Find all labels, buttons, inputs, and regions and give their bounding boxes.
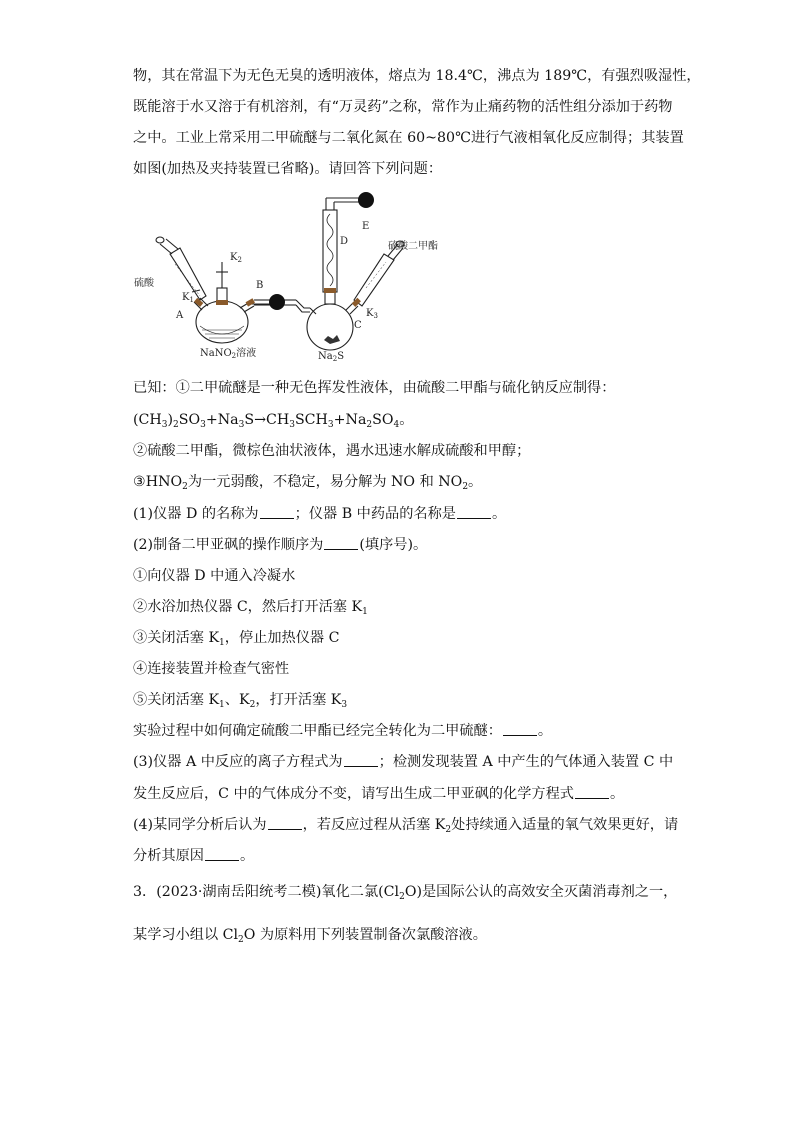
- label-k3: $K_3$: [366, 308, 378, 320]
- label-a: A: [176, 310, 184, 321]
- intro-line-3: 之中。工业上常采用二甲硫醚与二氧化氮在 60~80℃进行气液相氧化反应制得；其装置: [133, 130, 684, 146]
- label-sulfuric-acid: 硫酸: [134, 278, 154, 289]
- question-3-line-2: 发生反应后，C 中的气体成分不变，请写出生成二甲亚砜的化学方程式 。: [133, 786, 625, 802]
- next-question-line-1: 3．(2023·湖南岳阳统考二模)氧化二氯$(Cl_2O)$是国际公认的高效安全灭菌消毒剂之一，: [133, 884, 678, 902]
- known-line-1: 已知：①二甲硫醚是一种无色挥发性液体，由硫酸二甲酯与硫化钠反应制得：: [133, 380, 616, 396]
- answer-blank[interactable]: [260, 504, 294, 519]
- step-5: ⑤关闭活塞 $K_1$、$K_2$，打开活塞 $K_3$: [133, 692, 348, 710]
- label-k2: $K_2$: [230, 252, 242, 264]
- label-k1: $K_1$: [182, 292, 194, 304]
- label-dimethyl-sulfate: 硫酸二甲酯: [388, 241, 438, 252]
- answer-blank[interactable]: [268, 815, 302, 830]
- answer-blank[interactable]: [503, 721, 537, 736]
- intro-line-2: 既能溶于水又溶于有机溶剂，有“万灵药”之称，常作为止痛药物的活性组分添加于药物: [133, 99, 673, 115]
- known-equation: $(CH_3)_2SO_3+Na_3S\to CH_3SCH_3+Na_2SO_4$。: [133, 412, 414, 430]
- label-b: B: [256, 280, 264, 291]
- question-4-line-1: (4)某同学分析后认为 ，若反应过程从活塞 $K_2$处持续通入适量的氧气效果更好，请: [133, 817, 679, 835]
- label-c: C: [354, 320, 362, 331]
- step-4: ④连接装置并检查气密性: [133, 661, 290, 677]
- na2s-solid: [324, 335, 340, 344]
- apparatus-diagram: [130, 192, 460, 368]
- known-line-4: $③HNO_2$为一元弱酸，不稳定，易分解为 NO 和 $NO_2$。: [133, 474, 483, 492]
- known-line-3: ②硫酸二甲酯，微棕色油状液体，遇水迅速水解成硫酸和甲醇；: [133, 443, 531, 459]
- next-question-line-2: 某学习小组以 $Cl_2O$ 为原料用下列装置制备次氯酸溶液。: [133, 927, 487, 945]
- answer-blank[interactable]: [205, 846, 239, 861]
- answer-blank[interactable]: [575, 784, 609, 799]
- question-2: (2)制备二甲亚砜的操作顺序为 (填序号)。: [133, 537, 428, 553]
- drying-bulb-b: [269, 294, 285, 310]
- answer-blank[interactable]: [324, 535, 358, 550]
- answer-blank[interactable]: [457, 504, 491, 519]
- label-e: E: [362, 221, 370, 232]
- experiment-question: 实验过程中如何确定硫酸二甲酯已经完全转化为二甲硫醚： 。: [133, 723, 553, 739]
- step-1: ①向仪器 D 中通入冷凝水: [133, 568, 296, 584]
- step-3: ③关闭活塞 $K_1$，停止加热仪器 C: [133, 630, 340, 648]
- intro-line-1: 物，其在常温下为无色无臭的透明液体，熔点为 18.4℃，沸点为 189℃，有强烈吸湿性，: [133, 68, 701, 84]
- dropping-funnel-c: [354, 254, 394, 306]
- condenser-d: [323, 210, 337, 292]
- label-d: D: [340, 236, 349, 247]
- question-1: (1)仪器 D 的名称为 ；仪器 B 中药品的名称是 。: [133, 506, 507, 522]
- balloon-e: [358, 192, 374, 208]
- label-nano2-solution: NaNO$_2$溶液: [200, 348, 257, 360]
- intro-line-4: 如图(加热及夹持装置已省略)。请回答下列问题：: [133, 161, 443, 177]
- question-3-line-1: (3)仪器 A 中反应的离子方程式为 ；检测发现装置 A 中产生的气体通入装置 C 中: [133, 754, 674, 770]
- step-2: ②水浴加热仪器 C，然后打开活塞 $K_1$: [133, 599, 368, 617]
- question-4-line-2: 分析其原因 。: [133, 848, 255, 864]
- label-na2s: $Na_2S$: [318, 351, 345, 363]
- answer-blank[interactable]: [344, 752, 378, 767]
